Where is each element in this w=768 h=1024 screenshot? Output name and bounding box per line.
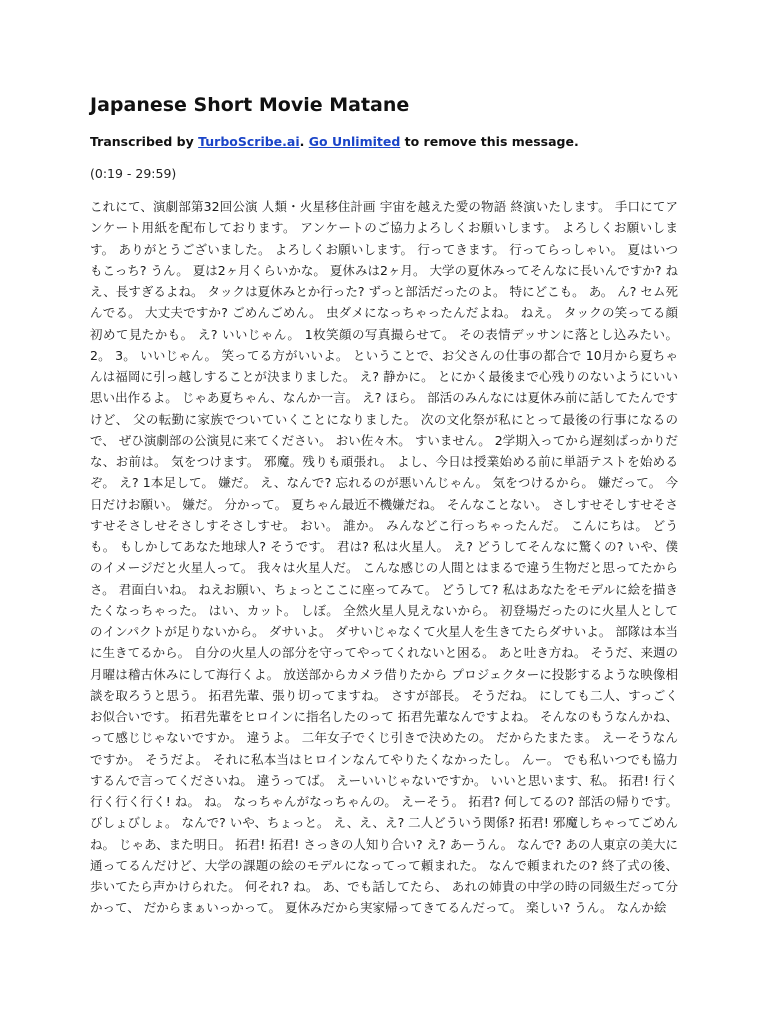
transcription-credit xyxy=(90,134,579,149)
turboscribe-link[interactable]: TurboScribe.ai xyxy=(198,134,300,149)
credit-suffix: to remove this message. xyxy=(400,134,579,149)
credit-middle: . xyxy=(299,134,309,149)
credit-prefix: Transcribed by xyxy=(90,134,199,149)
time-range: (0:19 - 29:59) xyxy=(90,166,177,181)
go-unlimited-link[interactable]: Go Unlimited xyxy=(308,134,401,149)
document-title: Japanese Short Movie Matane xyxy=(90,94,410,116)
transcript-body: これにて、演劇部第32回公演 人類・火星移住計画 宇宙を越えた愛の物語 終演いたします。 手口にてアンケート用紙を配布しております。 アンケートのご協力よろしくお願いします。 よろしくお願いします。 ありがとうございました。 よろしくお願いします。 行ってきます。 行ってらっしゃい。 夏はいつもこっち? うん。 夏は2ヶ月くらいかな。 夏休みは2ヶ月。 大学の夏休みってそんなに長いんですか? ねえ、長すぎるよね。 タックは夏休みとか行った? ずっと部活だったのよ。 特にどこも。 あ。 ん? セム死んでる。 大丈夫ですか? ごめんごめん。 虫ダメになっちゃったんだよね。 ねえ。 タックの笑ってる顔初めて見たかも。 え? いいじゃん。 1枚笑顔の写真撮らせて。 その表情デッサンに落とし込みたい。 2。 3。 いいじゃん。 笑ってる方がいいよ。 ということで、お父さんの仕事の都合で 10月から夏ちゃんは福岡に引っ越しすることが決まりました。 え? 静かに。 とにかく最後まで心残りのないようにいい思い出作るよ。 じゃあ夏ちゃん、なんか一言。 え? ほら。 部活のみんなには夏休み前に話してたんですけど、 父の転勤に家族でついていくことになりました。 次の文化祭が私にとって最後の行事になるので、 ぜひ演劇部の公演見に来てください。 おい佐々木。 すいません。 2学期入ってから遅刻ばっかりだな、お前は。 気をつけます。 邪魔。残りも頑張れ。 よし、今日は授業始める前に単語テストを始めるぞ。 え? 1本足して。 嫌だ。 え、なんで? 忘れるのが悪いんじゃん。 気をつけるから。 嫌だって。 今日だけお願い。 嫌だ。 分かって。 夏ちゃん最近不機嫌だね。 そんなことない。 さしすせそしすせそさすせそさしせそさしすそさしすせ。 おい。 誰か。 みんなどこ行っちゃったんだ。 こんにちは。 どうも。 もしかしてあなた地球人? そうです。 君は? 私は火星人。 え? どうしてそんなに驚くの? いや、僕のイメージだと火星人って。 我々は火星人だ。 こんな感じの人間とはまるで違う生物だと思ってたからさ。 君面白いね。 ねえお願い、ちょっとここに座ってみて。 どうして? 私はあなたをモデルに絵を描きたくなっちゃった。 はい、カット。 しぼ。 全然火星人見えないから。 初登場だったのに火星人としてのインパクトが足りないから。 ダサいよ。 ダサいじゃなくて火星人を生きてたらダサいよ。 部隊は本当に生きてるから。 自分の火星人の部分を守ってやってくれないと困る。 あと吐き方ね。 そうだ、来週の月曜は稽古休みにして海行くよ。 放送部からカメラ借りたから プロジェクターに投影するような映像相談を取ろうと思う。 拓君先輩、張り切ってますね。 さすが部長。 そうだね。 にしても二人、すっごくお似合いです。 拓君先輩をヒロインに指名したのって 拓君先輩なんですよね。 そんなのもうなんかね、って感じじゃないですか。 違うよ。 二年女子でくじ引きで決めたの。 だからたまたま。 えーそうなんですか。 そうだよ。 それに私本当はヒロインなんてやりたくなかったし。 んー。 でも私いつでも協力するんで言ってくださいね。 違うってば。 えーいいじゃないですか。 いいと思います、私。 拓君! 行く行く行く行く! ね。 ね。 なっちゃんがなっちゃんの。 えーそう。 拓君? 何してるの? 部活の帰りです。 びしょびしょ。 なんで? いや、ちょっと。 え、え、え? 二人どういう関係? 拓君! 邪魔しちゃってごめんね。 じゃあ、また明日。 拓君! 拓君! さっきの人知り合い? え? あーうん。 なんで? あの人東京の美大に通ってるんだけど、大学の課題の絵のモデルになってって頼まれた。 なんで頼まれたの? 終了式の後、歩いてたら声かけられた。 何それ? ね。 あ、でも話してたら、 あれの姉貴の中学の時の同級生だって分かって、 だからまぁいっかって。 夏休みだから実家帰ってきてるんだって。 楽しい? うん。 なんか絵 xyxy=(90,199,678,916)
